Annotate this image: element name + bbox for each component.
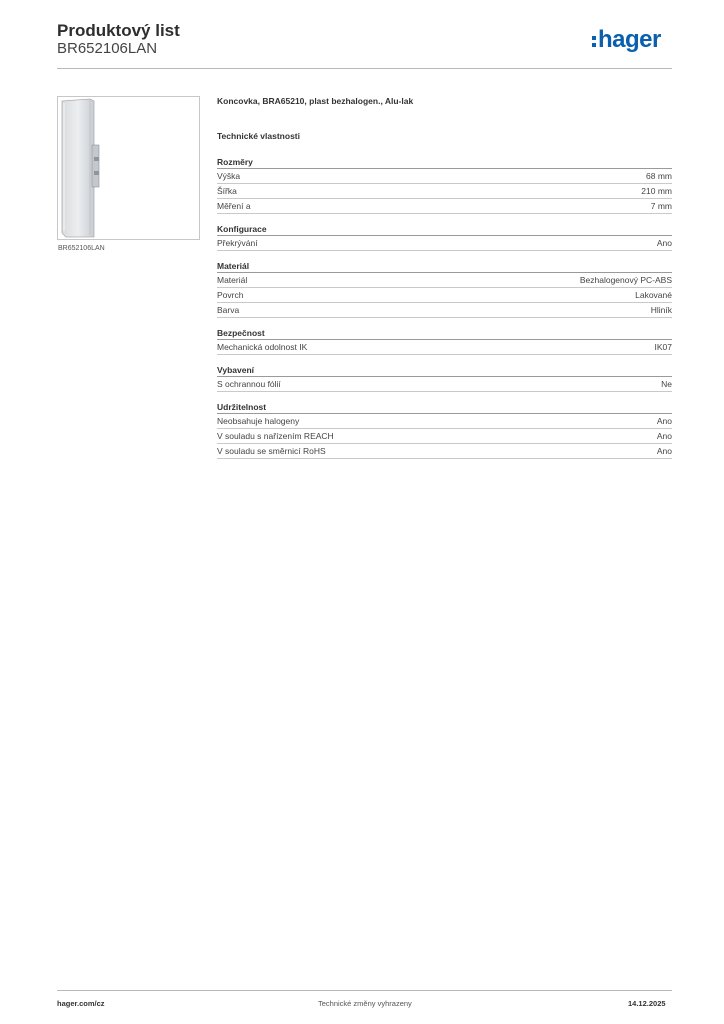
spec-section xyxy=(217,327,672,355)
spec-row xyxy=(217,199,672,214)
spec-label: Barva xyxy=(217,305,240,315)
spec-label: Měření a xyxy=(217,201,251,211)
logo-dots-icon xyxy=(592,36,596,47)
spec-value: Ne xyxy=(661,379,672,389)
footer-website: hager.com/cz xyxy=(57,999,105,1008)
spec-row xyxy=(217,184,672,199)
spec-value: Bezhalogenový PC-ABS xyxy=(579,275,672,285)
spec-section-title: Bezpečnost xyxy=(217,327,672,340)
spec-section-title: Udržitelnost xyxy=(217,401,672,414)
spec-value: Ano xyxy=(656,416,672,426)
spec-row xyxy=(217,169,672,184)
footer-divider xyxy=(57,990,672,991)
spec-section xyxy=(217,364,672,392)
logo-wordmark: hager xyxy=(598,26,661,53)
spec-value: Ano xyxy=(656,238,672,248)
spec-row xyxy=(217,377,672,392)
spec-label: V souladu s nařízením REACH xyxy=(217,431,334,441)
spec-value: 210 mm xyxy=(641,186,672,196)
spec-row xyxy=(217,273,672,288)
spec-row xyxy=(217,288,672,303)
spec-value: 68 mm xyxy=(646,171,672,181)
spec-value: 7 mm xyxy=(650,201,672,211)
spec-section xyxy=(217,260,672,318)
spec-section xyxy=(217,401,672,459)
spec-section xyxy=(217,223,672,251)
spec-row xyxy=(217,236,672,251)
product-reference: BR652106LAN xyxy=(57,40,158,57)
spec-value: Lakované xyxy=(635,290,672,300)
end-cap-illustration-icon xyxy=(58,97,199,239)
spec-row xyxy=(217,303,672,318)
spec-label: Mechanická odolnost IK xyxy=(217,342,308,352)
spec-section-title: Vybavení xyxy=(217,364,672,377)
spec-row xyxy=(217,429,672,444)
spec-label: Šířka xyxy=(217,186,237,196)
spec-section-title: Rozměry xyxy=(217,156,672,169)
spec-section-title: Konfigurace xyxy=(217,223,672,236)
footer-date: 14.12.2025 xyxy=(628,999,666,1008)
spec-label: Povrch xyxy=(217,290,244,300)
hager-logo xyxy=(592,28,661,52)
spec-value: IK07 xyxy=(654,342,672,352)
spec-label: Překrývání xyxy=(217,238,258,248)
spec-section-title: Materiál xyxy=(217,260,672,273)
specifications xyxy=(217,156,672,468)
spec-row xyxy=(217,444,672,459)
image-caption: BR652106LAN xyxy=(58,245,105,252)
spec-row xyxy=(217,414,672,429)
spec-value: Ano xyxy=(656,431,672,441)
spec-label: S ochrannou fólií xyxy=(217,379,281,389)
spec-label: Materiál xyxy=(217,275,248,285)
spec-section xyxy=(217,156,672,214)
spec-row xyxy=(217,340,672,355)
header-divider xyxy=(57,68,672,69)
spec-label: Výška xyxy=(217,171,241,181)
technical-heading: Technické vlastnosti xyxy=(217,131,300,141)
page-title: Produktový list xyxy=(57,21,180,40)
spec-label: Neobsahuje halogeny xyxy=(217,416,300,426)
spec-value: Ano xyxy=(656,446,672,456)
spec-value: Hliník xyxy=(650,305,672,315)
footer-note: Technické změny vyhrazeny xyxy=(318,999,412,1008)
spec-label: V souladu se směrnicí RoHS xyxy=(217,446,326,456)
product-image xyxy=(57,96,200,240)
product-description: Koncovka, BRA65210, plast bezhalogen., Alu-lak xyxy=(217,96,414,106)
